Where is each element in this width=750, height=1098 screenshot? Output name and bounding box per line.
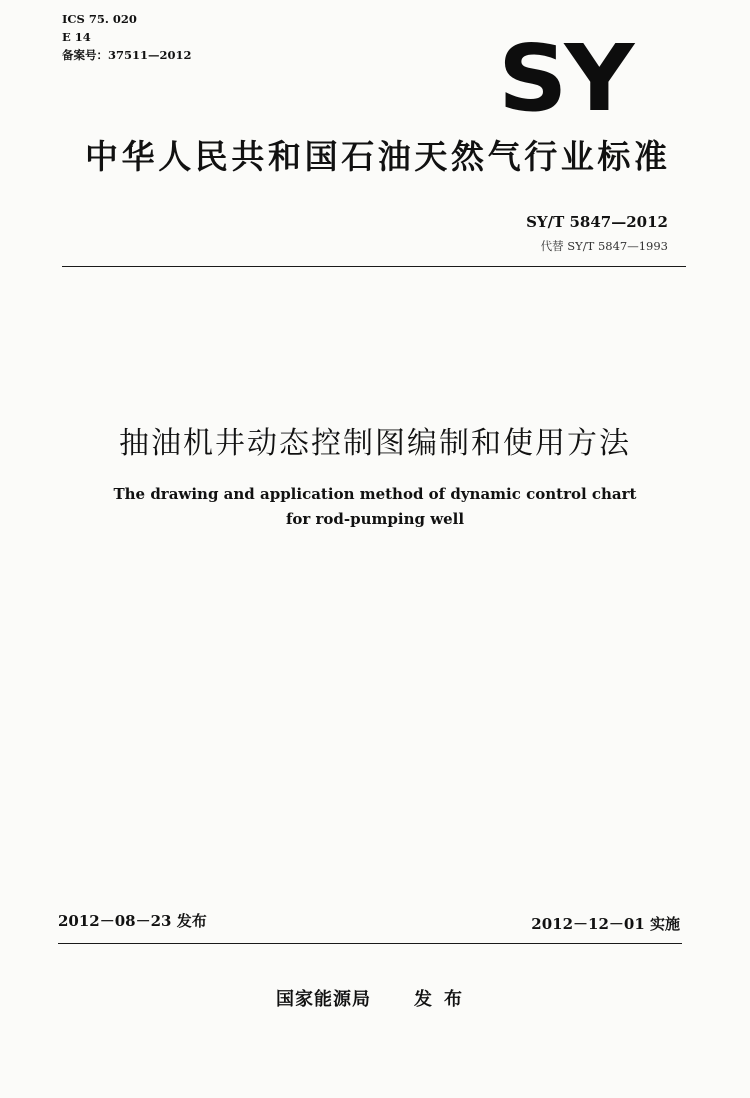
document-title-en-line2: for rod-pumping well xyxy=(285,510,465,528)
record-number: 备案号：37511—2012 xyxy=(62,48,192,62)
classification-code: E 14 xyxy=(62,30,91,44)
ics-code: ICS 75. 020 xyxy=(62,12,137,26)
implementation-date: 2012－12－01 实施 xyxy=(531,915,680,933)
document-title-zh: 抽油机井动态控制图编制和使用方法 xyxy=(119,426,631,461)
issue-date: 2012－08－23 发布 xyxy=(58,912,207,930)
bottom-divider xyxy=(58,943,682,944)
issue-label: 发布 xyxy=(414,989,474,1010)
replaces-standard: 代替 SY/T 5847—1993 xyxy=(540,239,668,253)
organization-title: 中华人民共和国石油天然气行业标准 xyxy=(85,137,671,176)
top-divider xyxy=(62,266,686,267)
document-title-en-line1: The drawing and application method of dynamic control chart xyxy=(113,485,637,503)
sy-logo: SY xyxy=(498,25,632,132)
standard-number: SY/T 5847—2012 xyxy=(526,213,668,231)
issuing-authority: 国家能源局 xyxy=(276,989,371,1010)
